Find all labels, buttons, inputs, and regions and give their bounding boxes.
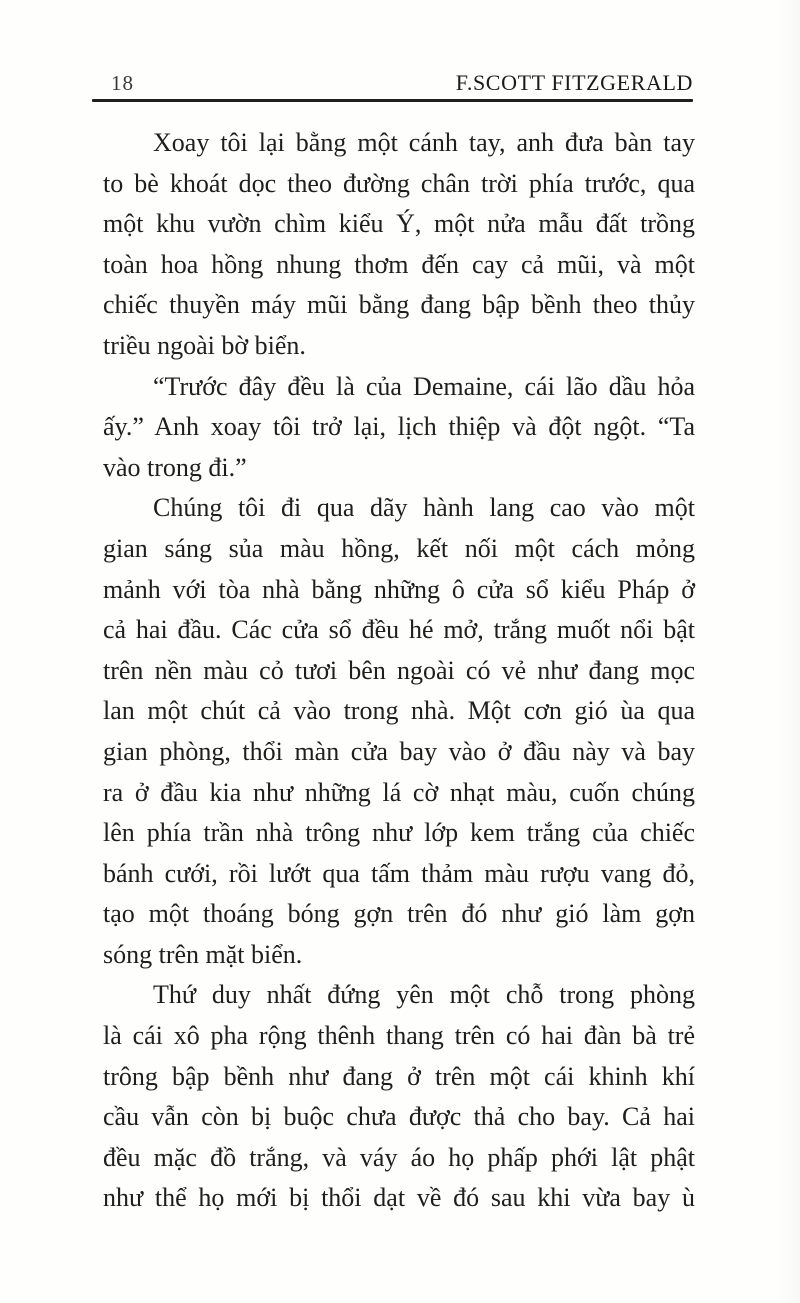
text-line: mảnh với tòa nhà bằng những ô cửa sổ kiểu Pháp ở: [103, 574, 695, 604]
page-header: [92, 62, 693, 98]
text-line: trông bập bềnh như đang ở trên một cái khinh khí: [103, 1061, 695, 1091]
text-line: ra ở đầu kia như những lá cờ nhạt màu, cuốn chúng: [103, 777, 695, 807]
header-rule: [92, 99, 693, 102]
paragraph: [103, 123, 695, 367]
running-head: F.SCOTT FITZGERALD: [455, 70, 693, 95]
paragraph: [103, 975, 695, 1219]
text-line: đều mặc đồ trắng, và váy áo họ phấp phới lật phật: [103, 1142, 695, 1172]
text-line: Chúng tôi đi qua dãy hành lang cao vào một: [153, 493, 695, 523]
text-line: cả hai đầu. Các cửa sổ đều hé mở, trắng muốt nổi bật: [103, 615, 695, 645]
text-line: gian sáng sủa màu hồng, kết nối một cách mỏng: [103, 533, 695, 563]
text-line: chiếc thuyền máy mũi bằng đang bập bềnh theo thủy: [103, 290, 695, 320]
text-line: sóng trên mặt biển.: [103, 939, 303, 969]
text-line: to bè khoát dọc theo đường chân trời phía trước, qua: [103, 168, 695, 198]
text-line: lan một chút cả vào trong nhà. Một cơn gió ùa qua: [103, 696, 695, 726]
text-line: gian phòng, thổi màn cửa bay vào ở đầu này và bay: [103, 736, 695, 766]
text-line: lên phía trần nhà trông như lớp kem trắng của chiếc: [103, 818, 695, 848]
text-line: là cái xô pha rộng thênh thang trên có hai đàn bà trẻ: [103, 1021, 695, 1051]
paragraph: [103, 488, 695, 975]
text-line: một khu vườn chìm kiểu Ý, một nửa mẫu đất trồng: [103, 209, 695, 239]
paragraph: [103, 367, 695, 489]
text-line: như thể họ mới bị thổi dạt về đó sau khi vừa bay ù: [103, 1183, 695, 1213]
text-line: bánh cưới, rồi lướt qua tấm thảm màu rượu vang đỏ,: [103, 858, 695, 888]
text-line: vào trong đi.”: [103, 452, 247, 482]
text-line: cầu vẫn còn bị buộc chưa được thả cho bay. Cả hai: [103, 1102, 695, 1132]
text-line: toàn hoa hồng nhung thơm đến cay cả mũi, và một: [103, 249, 695, 279]
text-line: trên nền màu cỏ tươi bên ngoài có vẻ như đang mọc: [103, 655, 695, 685]
text-line: “Trước đây đều là của Demaine, cái lão dầu hỏa: [153, 371, 695, 401]
page-body: [103, 123, 695, 1219]
text-line: Thứ duy nhất đứng yên một chỗ trong phòng: [153, 980, 695, 1010]
page-number: 18: [111, 71, 134, 95]
text-line: triều ngoài bờ biển.: [103, 330, 306, 360]
text-line: ấy.” Anh xoay tôi trở lại, lịch thiệp và đột ngột. “Ta: [103, 412, 695, 442]
text-line: tạo một thoáng bóng gợn trên đó như gió làm gợn: [103, 899, 695, 929]
text-line: Xoay tôi lại bằng một cánh tay, anh đưa bàn tay: [153, 128, 695, 157]
